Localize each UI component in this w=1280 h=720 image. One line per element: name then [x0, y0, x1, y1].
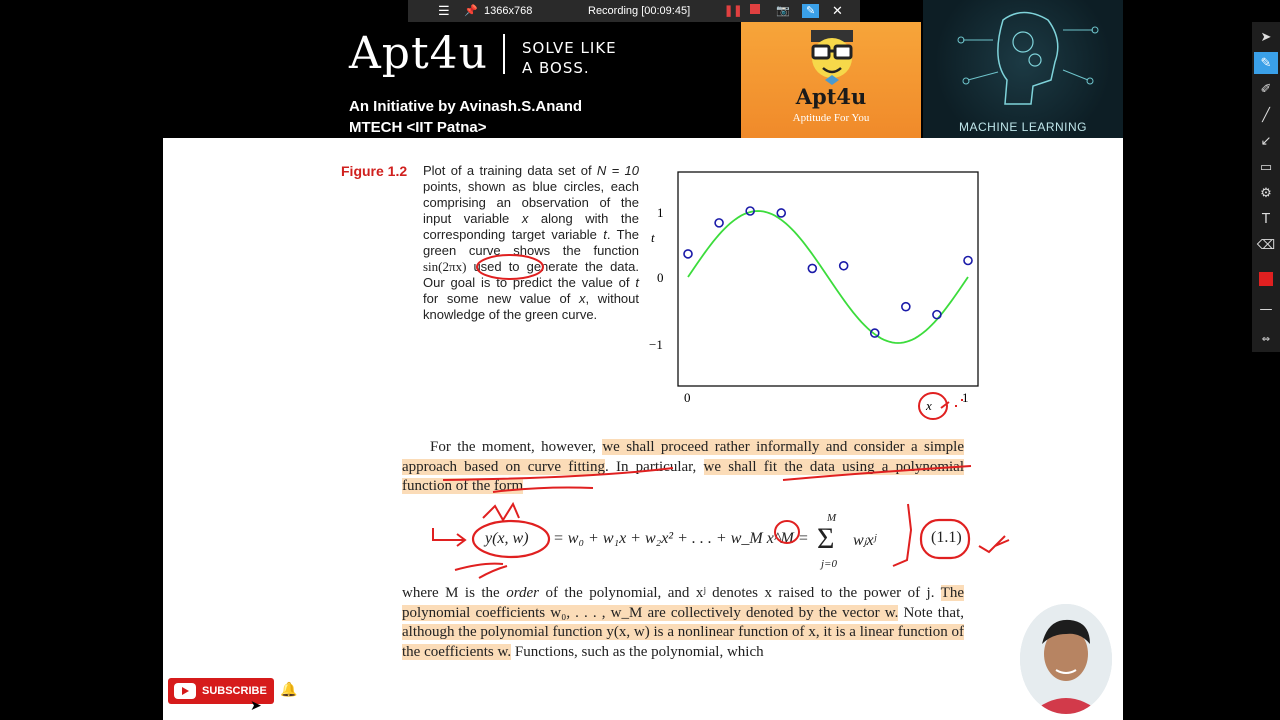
caption-part: used to generate the data. Our goal is to predict the value of [423, 259, 639, 290]
initiative-line2: MTECH <IIT Patna> [349, 119, 487, 136]
stroke-width-icon[interactable]: — [1259, 301, 1273, 317]
data-point [933, 311, 941, 319]
camera-icon[interactable]: 📷 [776, 5, 790, 17]
xtick-1: 1 [962, 390, 969, 405]
p2-text: Functions, such as the polynomial, which [511, 643, 764, 660]
data-point [808, 264, 816, 272]
plot-frame [678, 172, 978, 386]
p2-highlight-2: although the polynomial function y(x, w) is a nonlinear function of x, it is a linear function of the coefficients w. [402, 624, 964, 660]
data-point [777, 209, 785, 217]
p1-text: For the moment, however, [430, 439, 603, 455]
presenter-avatar-icon [1020, 604, 1112, 714]
caption-part: for some new value of [423, 291, 580, 306]
x-axis-label: x [926, 398, 932, 413]
p1-highlight-2: we shall fit the data using a polynomial function of the form [402, 458, 964, 494]
highlighter-icon[interactable]: ✐ [1260, 81, 1272, 97]
ytick-minus1: −1 [649, 337, 663, 352]
data-point [964, 257, 972, 265]
eq-sum-term: wⱼxʲ [853, 532, 877, 549]
brand-divider [503, 34, 505, 74]
subscribe-label: SUBSCRIBE [202, 685, 267, 697]
caption-part: . The green curve shows the function [423, 227, 639, 258]
menu-icon[interactable]: ☰ [438, 3, 450, 18]
pause-icon[interactable]: ❚❚ [724, 5, 743, 17]
tagline-line1: SOLVE LIKE [522, 39, 617, 57]
mouse-cursor-icon: ➤ [250, 698, 262, 714]
p2-highlight-1: The polynomial coefficients w₀, . . . , w_M are collectively denoted by the vector w. [402, 585, 964, 621]
equation-number: (1.1) [931, 529, 962, 546]
presenter-webcam [1020, 604, 1112, 714]
annotation-circle-sin [475, 252, 545, 282]
cursor-icon[interactable]: ➤ [1260, 29, 1272, 45]
pin-icon[interactable]: 📌 [464, 5, 478, 17]
pen-icon[interactable]: ✎ [802, 4, 819, 18]
caption-part: along with the corresponding target variable [423, 211, 639, 242]
text-icon[interactable]: T [1262, 211, 1270, 227]
color-swatch-icon[interactable] [1254, 268, 1278, 290]
resolution-label: 1366x768 [484, 5, 533, 17]
caption-part: Plot of a training data set of [423, 163, 597, 178]
xtick-0: 0 [684, 390, 691, 405]
figure-label: Figure 1.2 [341, 163, 408, 179]
eraser-icon[interactable]: ⌫ [1256, 237, 1276, 253]
mascot-face-icon [801, 28, 863, 88]
initiative-text [349, 96, 582, 138]
recording-status: Recording [00:09:45] [588, 5, 691, 17]
stamp-icon[interactable]: ⚙ [1260, 185, 1272, 201]
stop-icon[interactable] [750, 4, 760, 18]
pencil-icon[interactable]: ✎ [1254, 52, 1278, 74]
youtube-icon [174, 683, 196, 699]
ytick-1: 1 [657, 205, 664, 220]
annotation-equation [423, 500, 1013, 590]
caption-math: x [579, 291, 586, 306]
recorder-toolbar [408, 0, 860, 22]
annotation-dots [941, 400, 963, 408]
caption-math: t [635, 275, 639, 290]
data-point [715, 219, 723, 227]
data-point [684, 250, 692, 258]
p2-text: Note that, [898, 604, 964, 621]
annotation-toolbar [1252, 22, 1280, 352]
caption-math: t [603, 227, 607, 242]
caption-function: sin(2πx) [423, 259, 467, 274]
p1-text: . In particular, [604, 458, 704, 475]
tagline-line2: A BOSS. [522, 59, 590, 77]
document-page [163, 138, 1123, 720]
close-icon[interactable]: ✕ [832, 3, 843, 18]
brand-title: Apt4u [349, 28, 488, 79]
caption-math: x [521, 211, 529, 226]
eq-sum-top: M [827, 512, 837, 524]
ytick-0: 0 [657, 270, 664, 285]
rectangle-icon[interactable]: ▭ [1259, 159, 1273, 175]
logo-name: Apt4u [795, 84, 867, 109]
logo-subtitle: Aptitude For You [792, 112, 870, 124]
p1-highlight-1: we shall proceed rather informally and consider a simple approach based on curve fitting [402, 439, 964, 475]
sum-symbol-icon: Σ [817, 522, 835, 555]
ml-label: MACHINE LEARNING [958, 120, 1088, 134]
eq-rhs: = w₀ + w₁x + w₂x² + . . . + w_M x^M = [553, 530, 809, 547]
y-axis-label: t [651, 230, 655, 245]
caption-part: , without knowledge of the green curve. [423, 291, 639, 322]
p2-text: where M is the [402, 585, 507, 601]
tagline [522, 38, 652, 78]
bell-icon[interactable]: 🔔 [280, 682, 298, 698]
data-point [902, 303, 910, 311]
arrow-icon[interactable]: ↙ [1260, 133, 1272, 149]
p2-order: order [506, 585, 539, 601]
initiative-line1: An Initiative by Avinash.S.Anand [349, 98, 583, 115]
line-icon[interactable]: ╱ [1262, 107, 1270, 123]
annotation-underlines [393, 456, 973, 496]
sin-curve [688, 211, 968, 343]
paragraph-2 [402, 584, 964, 662]
caption-math: N = 10 [596, 163, 639, 178]
eq-lhs: y(x, w) [485, 530, 529, 547]
caption-part: points, shown as blue circles, each comprising an observation of the input variable [423, 179, 639, 226]
ai-head-icon [923, 0, 1123, 118]
machine-learning-banner [923, 0, 1123, 138]
figure-caption [423, 163, 639, 323]
training-data-plot [643, 160, 983, 420]
eq-sum-bottom: j=0 [821, 558, 837, 570]
apt4u-logo [741, 22, 921, 138]
data-point [840, 262, 848, 270]
p2-text: of the polynomial, and xʲ denotes x raised to the power of j. [538, 585, 941, 601]
resize-arrows-icon[interactable]: ⇔ [1261, 333, 1271, 345]
